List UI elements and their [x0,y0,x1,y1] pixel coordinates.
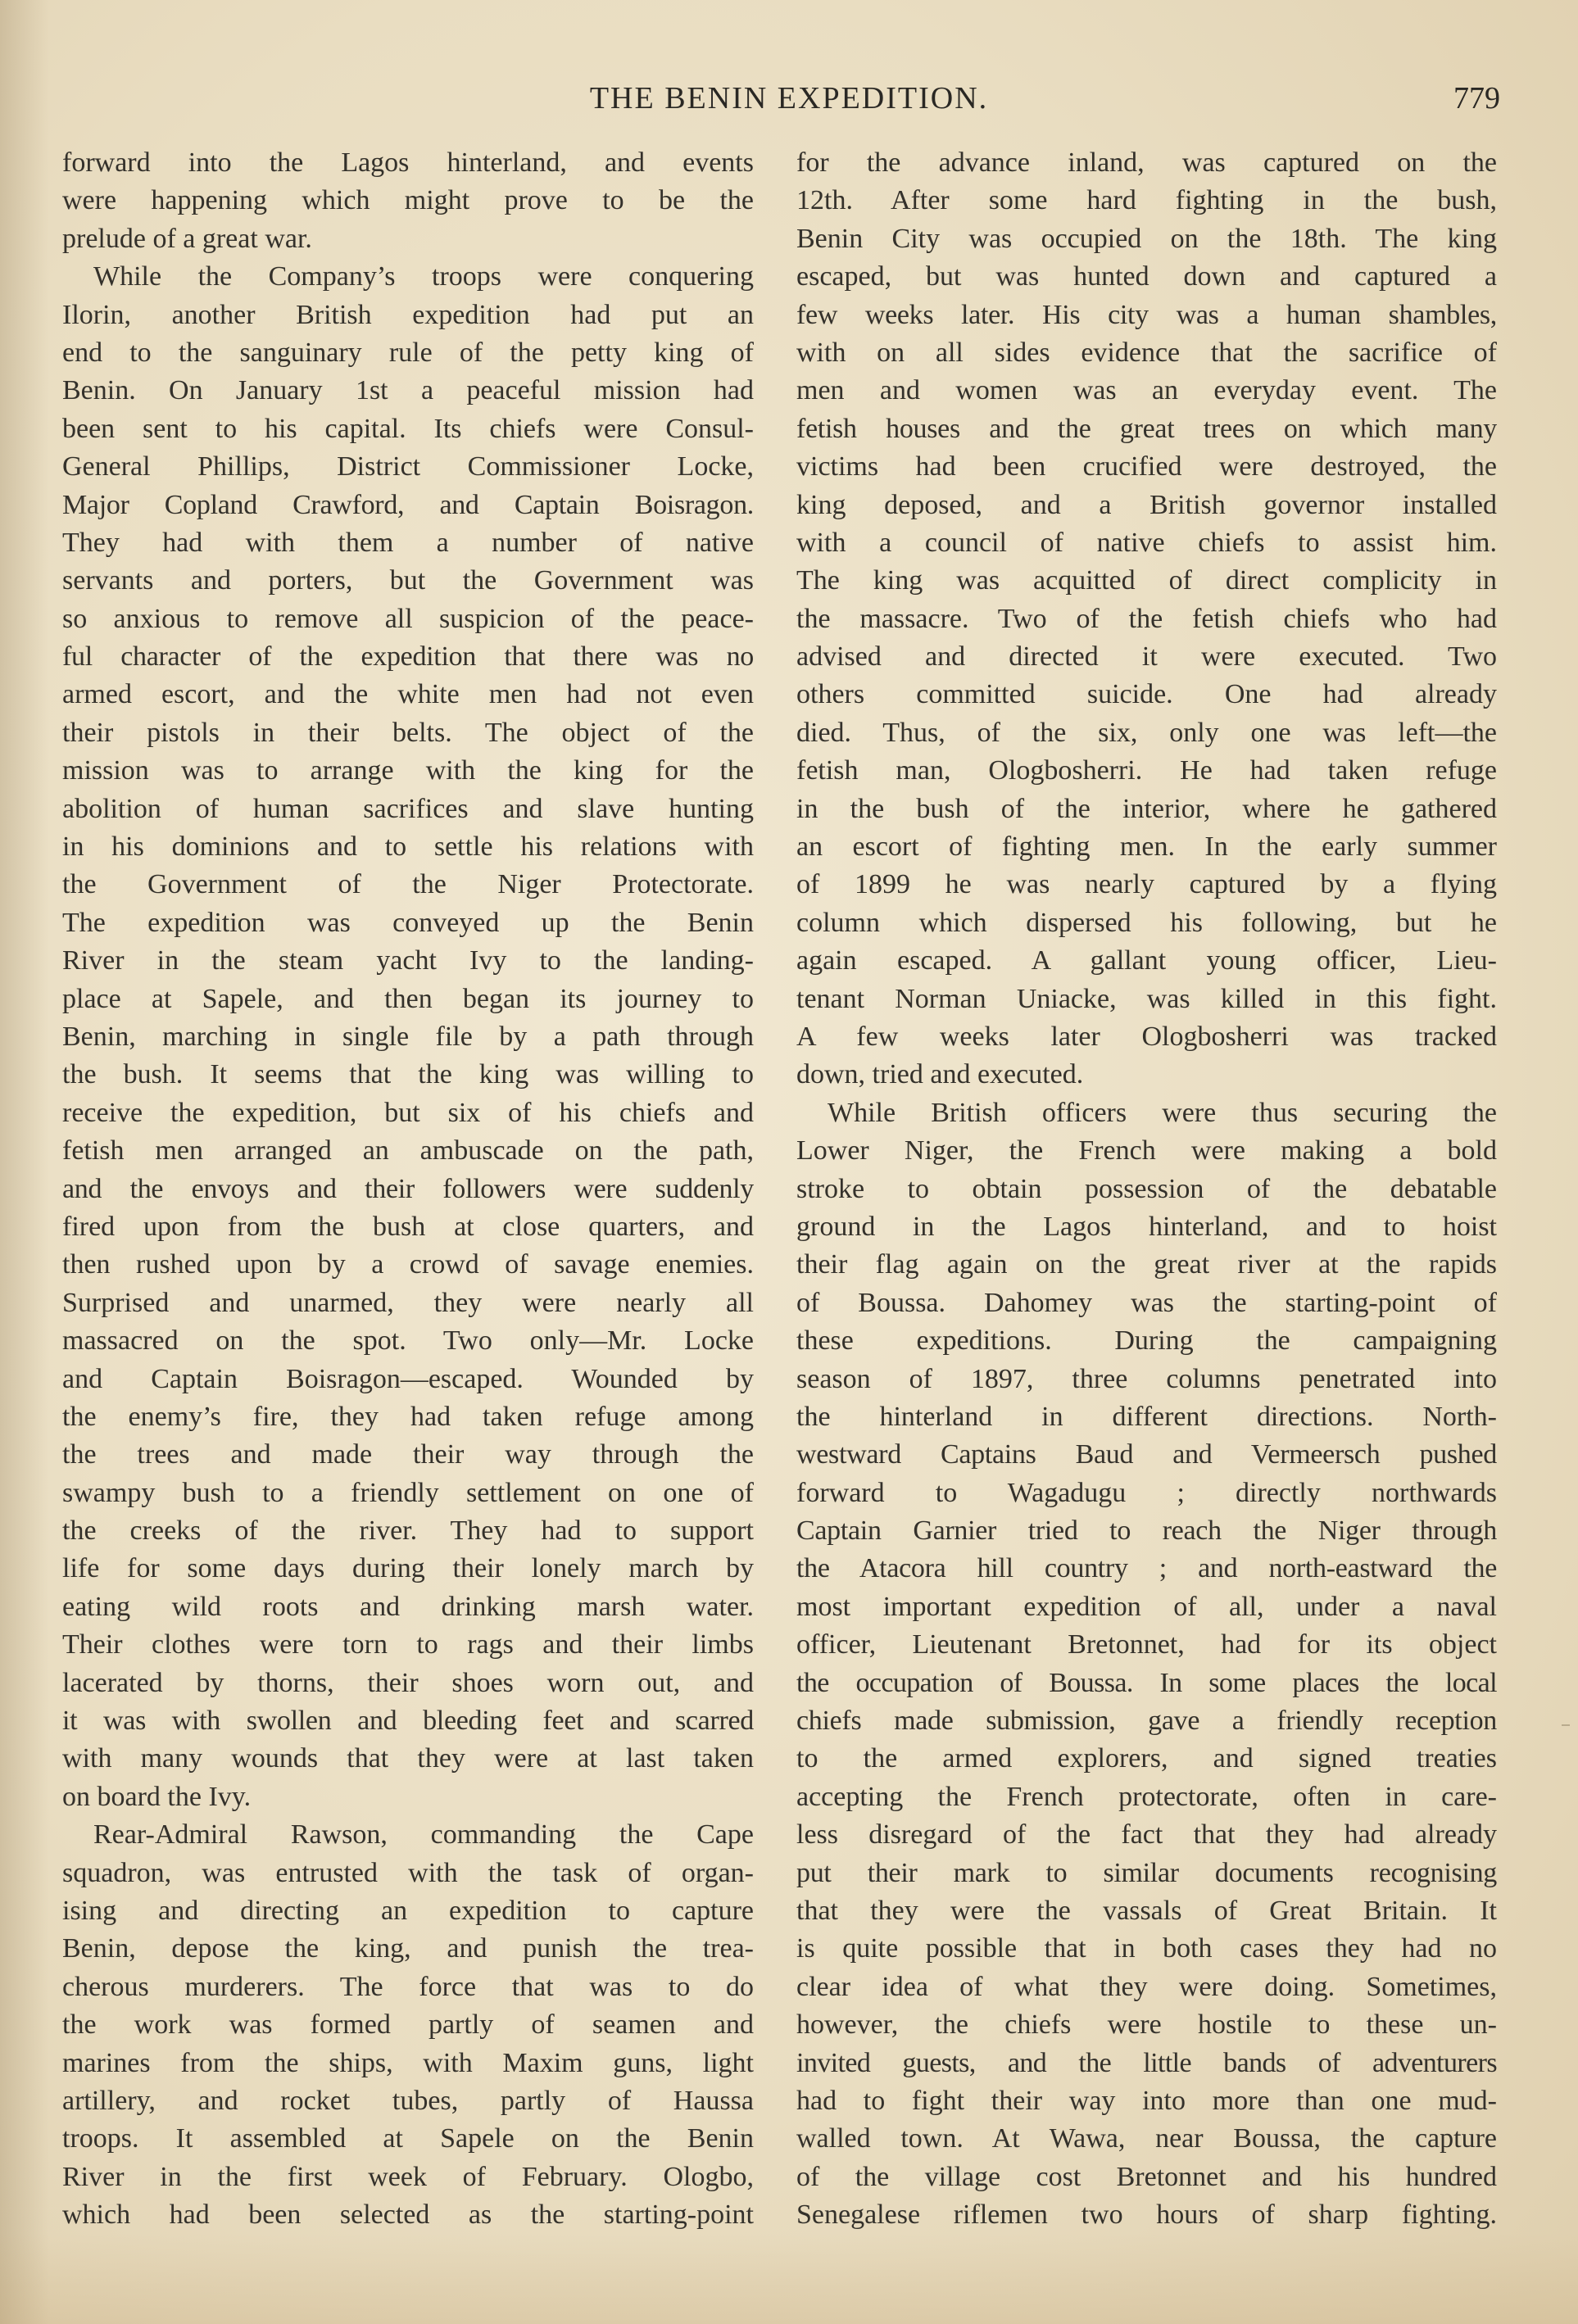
page-bottom-shading [0,2234,1578,2324]
text-line: place at Sapele, and then began its journey to [62,983,754,1014]
text-line: prelude of a great war. [62,223,312,254]
text-line: tenant Norman Uniacke, was killed in this fight. [796,983,1497,1014]
text-line: escaped, but was hunted down and captured a [796,261,1497,292]
text-line: River in the first week of February. Ologbo, [62,2161,754,2192]
text-line: died. Thus, of the six, only one was left—the [796,717,1497,748]
text-line: The king was acquitted of direct complicity in [796,565,1497,596]
text-line: Major Copland Crawford, and Captain Boisragon. [62,489,754,520]
text-line: fired upon from the bush at close quarters, and [62,1211,754,1242]
text-line: the massacre. Two of the fetish chiefs who had [796,603,1497,634]
text-line: fetish man, Ologbosherri. He had taken refuge [796,755,1497,786]
running-title: THE BENIN EXPEDITION. [589,81,989,116]
text-line: River in the steam yacht Ivy to the landing- [62,945,754,976]
text-line: fetish houses and the great trees on which many [796,413,1497,444]
text-line: the bush. It seems that the king was willing to [62,1059,754,1090]
running-header [0,80,1578,129]
text-line: victims had been crucified were destroyed, the [796,451,1497,482]
text-line: less disregard of the fact that they had already [796,1819,1497,1851]
text-line: life for some days during their lonely march by [62,1553,754,1584]
text-line: column which dispersed his following, but he [796,907,1497,938]
right-column [796,144,1497,2234]
text-line: squadron, was entrusted with the task of organ- [62,1857,754,1888]
text-line: Surprised and unarmed, they were nearly all [62,1287,754,1318]
text-line: their pistols in their belts. The object of the [62,717,754,748]
text-line: to the armed explorers, and signed treaties [796,1743,1497,1774]
text-line: armed escort, and the white men had not even [62,679,754,710]
margin-mark [1562,1724,1570,1726]
text-line: put their mark to similar documents recognising [796,1857,1497,1888]
text-line: The expedition was conveyed up the Benin [62,907,754,938]
text-line: which had been selected as the starting-point [62,2199,754,2231]
text-line: Captain Garnier tried to reach the Niger through [796,1515,1497,1547]
text-line: the occupation of Boussa. In some places the local [796,1667,1497,1698]
text-line: king deposed, and a British governor installed [796,489,1497,520]
text-line: on board the Ivy. [62,1781,252,1812]
text-line: the hinterland in different directions. North- [796,1401,1497,1432]
text-line: the Atacora hill country ; and north-eastward the [796,1553,1497,1584]
text-line: with on all sides evidence that the sacrifice of [796,337,1497,368]
text-line: Ilorin, another British expedition had put an [62,299,754,330]
text-line: were happening which might prove to be the [62,185,754,216]
text-line: down, tried and executed. [796,1059,1084,1090]
text-line: Benin, marching in single file by a path through [62,1021,754,1052]
text-line: Senegalese riflemen two hours of sharp fighting. [796,2199,1497,2231]
text-line: that they were the vassals of Great Britain. It [796,1895,1497,1926]
text-line: marines from the ships, with Maxim guns, light [62,2047,754,2078]
text-line: in the bush of the interior, where he gathered [796,793,1497,824]
text-line: of the village cost Bretonnet and his hundred [796,2161,1497,2192]
text-line: with many wounds that they were at last taken [62,1743,754,1774]
text-line: had to fight their way into more than one mud- [796,2085,1497,2116]
text-line: men and women was an everyday event. The [796,375,1497,406]
text-line: massacred on the spot. Two only—Mr. Locke [62,1325,754,1357]
text-line: 12th. After some hard fighting in the bush, [796,185,1497,216]
text-line: end to the sanguinary rule of the petty king of [62,337,754,368]
text-line: ising and directing an expedition to capture [62,1895,754,1926]
text-line: others committed suicide. One had already [796,679,1497,710]
text-line: servants and porters, but the Government was [62,565,754,596]
paragraph-start-line: While British officers were thus securing the [828,1097,1497,1128]
text-line: for the advance inland, was captured on the [796,147,1497,178]
text-line: is quite possible that in both cases they had no [796,1933,1497,1964]
text-line: ful character of the expedition that there was no [62,641,754,673]
text-line: General Phillips, District Commissioner Locke, [62,451,754,482]
text-line: their flag again on the great river at the rapids [796,1249,1497,1280]
text-line: these expeditions. During the campaigning [796,1325,1497,1357]
text-line: Lower Niger, the French were making a bold [796,1135,1497,1167]
text-line: forward into the Lagos hinterland, and events [62,147,754,178]
text-line: westward Captains Baud and Vermeersch pushed [796,1439,1497,1470]
paragraph-start-line: While the Company’s troops were conquering [93,261,754,292]
text-line: most important expedition of all, under a naval [796,1591,1497,1622]
text-line: the work was formed partly of seamen and [62,2009,754,2041]
text-line: however, the chiefs were hostile to these un- [796,2009,1497,2041]
text-line: few weeks later. His city was a human shambles, [796,299,1497,330]
text-line: the Government of the Niger Protectorate. [62,869,754,900]
text-line: invited guests, and the little bands of adventurers [796,2047,1497,2078]
paragraph-start-line: Rear-Admiral Rawson, commanding the Cape [93,1819,754,1851]
text-line: of Boussa. Dahomey was the starting-point of [796,1287,1497,1318]
text-line: then rushed upon by a crowd of savage enemies. [62,1249,754,1280]
text-line: stroke to obtain possession of the debatable [796,1173,1497,1204]
text-line: season of 1897, three columns penetrated into [796,1363,1497,1394]
text-line: the trees and made their way through the [62,1439,754,1470]
text-line: Benin, depose the king, and punish the trea- [62,1933,754,1964]
text-line: the enemy’s fire, they had taken refuge among [62,1401,754,1432]
text-line: the creeks of the river. They had to support [62,1515,754,1547]
text-line: They had with them a number of native [62,527,754,558]
text-line: Benin City was occupied on the 18th. The king [796,223,1497,254]
text-line: clear idea of what they were doing. Sometimes, [796,1971,1497,2002]
text-line: lacerated by thorns, their shoes worn out, and [62,1667,754,1698]
text-line: mission was to arrange with the king for the [62,755,754,786]
text-line: ground in the Lagos hinterland, and to hoist [796,1211,1497,1242]
text-line: swampy bush to a friendly settlement on one of [62,1477,754,1508]
text-line: again escaped. A gallant young officer, Lieu- [796,945,1497,976]
text-line: with a council of native chiefs to assist him. [796,527,1497,558]
page-number: 779 [1453,81,1500,116]
text-line: eating wild roots and drinking marsh water. [62,1591,754,1622]
text-line: abolition of human sacrifices and slave hunting [62,793,754,824]
text-line: fetish men arranged an ambuscade on the path, [62,1135,754,1167]
text-line: of 1899 he was nearly captured by a flying [796,869,1497,900]
gutter-shadow [0,0,49,2324]
text-line: accepting the French protectorate, often in care- [796,1781,1497,1812]
text-line: cherous murderers. The force that was to do [62,1971,754,2002]
text-line: walled town. At Wawa, near Boussa, the capture [796,2123,1497,2154]
text-line: officer, Lieutenant Bretonnet, had for its object [796,1629,1497,1660]
text-line: an escort of fighting men. In the early summer [796,831,1497,863]
text-line: in his dominions and to settle his relations with [62,831,754,863]
text-line: Their clothes were torn to rags and their limbs [62,1629,754,1660]
text-line: chiefs made submission, gave a friendly reception [796,1706,1497,1737]
text-line: A few weeks later Ologbosherri was tracked [796,1021,1497,1052]
text-line: and the envoys and their followers were suddenly [62,1173,754,1204]
text-line: advised and directed it were executed. Two [796,641,1497,673]
text-line: it was with swollen and bleeding feet and scarred [62,1706,754,1737]
text-line: Benin. On January 1st a peaceful mission had [62,375,754,406]
text-line: and Captain Boisragon—escaped. Wounded by [62,1363,754,1394]
left-column [62,144,754,2234]
text-line: been sent to his capital. Its chiefs were Consul- [62,413,754,444]
text-line: troops. It assembled at Sapele on the Benin [62,2123,754,2154]
text-line: so anxious to remove all suspicion of the peace- [62,603,754,634]
text-line: artillery, and rocket tubes, partly of Haussa [62,2085,754,2116]
text-line: receive the expedition, but six of his chiefs and [62,1097,754,1128]
text-line: forward to Wagadugu ; directly northwards [796,1477,1497,1508]
